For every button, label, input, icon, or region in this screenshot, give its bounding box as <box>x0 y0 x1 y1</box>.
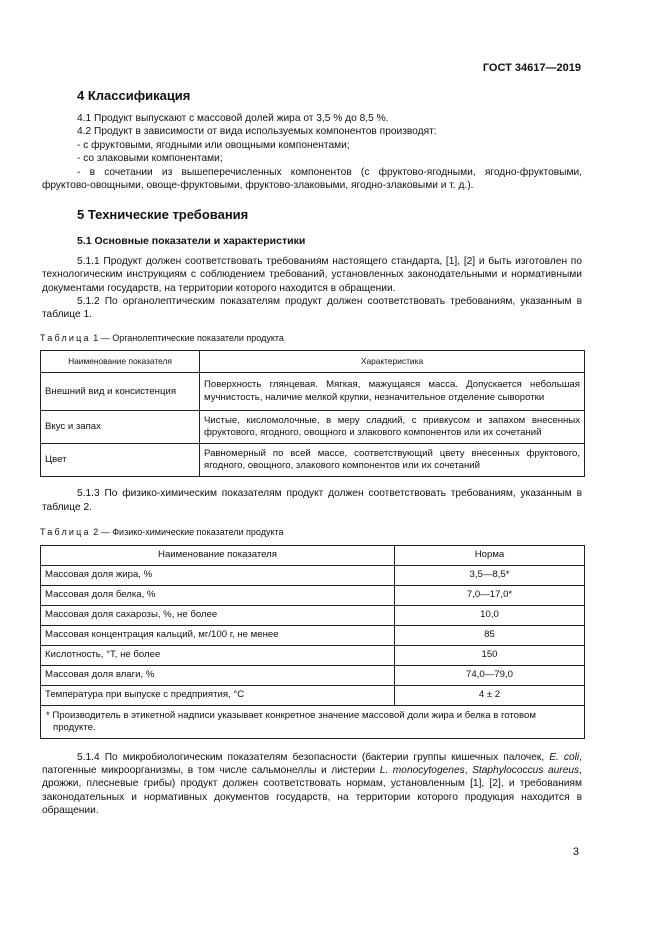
standard-number: ГОСТ 34617—2019 <box>482 62 581 74</box>
table-cell: 85 <box>395 625 585 645</box>
page-content <box>40 88 582 818</box>
subsection-5-1-title: 5.1 Основные показатели и характеристики <box>77 235 306 248</box>
para-5-1-1: 5.1.1 Продукт должен соответствовать требованиям настоящего стандарта, [1], [2] и быть изготовлен по технологическим инструкциям с соблюдением требований, установленных законодательными и нормативными документами государств, на территории которого находится в обращении. <box>42 255 582 294</box>
list-item: - в сочетании из вышеперечисленных компонентов (с фруктово-ягодными, ягодно-фруктовыми, фруктово-овощными, овоще-фруктовыми, фруктово-злаковыми, ягодно-злаковыми и т. д.). <box>42 166 582 192</box>
table-cell: Массовая доля белка, % <box>41 585 395 605</box>
table-row <box>41 665 585 685</box>
table-row <box>41 685 585 705</box>
text-run-italic: Staphylococcus aureus <box>472 764 580 776</box>
table-cell: Кислотность, °Т, не более <box>41 645 395 665</box>
table2-label: Таблица <box>40 527 91 538</box>
table1-caption-text: 1 — Органолептические показатели продукта <box>90 332 284 343</box>
table-cell: 150 <box>395 645 585 665</box>
page-number: 3 <box>572 846 579 858</box>
table-cell: Температура при выпуске с предприятия, °С <box>41 685 395 705</box>
table-row <box>41 444 585 477</box>
table-cell: Массовая концентрация кальций, мг/100 г, не менее <box>41 625 395 645</box>
table-header-cell: Наименование показателя <box>41 351 200 373</box>
organoleptic-table <box>40 350 585 477</box>
table-cell: 4 ± 2 <box>395 685 585 705</box>
physicochemical-table <box>40 545 585 739</box>
table-header-cell: Характеристика <box>200 351 585 373</box>
text-run: , <box>464 764 473 776</box>
text-run-italic: L. monocytogenes <box>379 764 465 776</box>
table-row <box>41 645 585 665</box>
table-cell: Чистые, кисломолочные, в меру сладкий, с привкусом и запахом внесенных фруктового, ягодного, овощного и злакового компонентов или их сочетаний <box>200 411 585 444</box>
text-run: 5.1.4 По микробиологическим показателям безопасности (бактерии группы кишечных палочек, <box>77 751 550 763</box>
table-cell: 3,5—8,5* <box>395 565 585 585</box>
table2-caption <box>40 526 582 539</box>
table-cell: Вкус и запах <box>41 411 200 444</box>
para-5-1-2: 5.1.2 По органолептическим показателям продукт должен соответствовать требованиям, указанным в таблице 1. <box>42 296 582 321</box>
table1-label: Таблица <box>40 332 91 343</box>
text-run-italic: E. coli <box>549 751 580 763</box>
table-row <box>41 411 585 444</box>
section-4-title: 4 Классификация <box>77 88 191 103</box>
text-run: , дрожжи, плесневые грибы) продукт должен соответствовать нормам, установленным [1], [2], и требованиям законодательных и нормативных документов государств, на территории которого продукция находится в обращении. <box>42 764 582 817</box>
table-cell: Массовая доля сахарозы, %, не более <box>41 605 395 625</box>
table-header-row <box>41 545 585 565</box>
table-cell: Равномерный по всей массе, соответствующий цвету внесенных фруктового, ягодного, овощного, злакового компонентов или их сочетаний <box>200 444 585 477</box>
para-5-1-4 <box>42 751 582 818</box>
table-cell: 74,0—79,0 <box>395 665 585 685</box>
para-4-1: 4.1 Продукт выпускают с массовой долей жира от 3,5 % до 8,5 %. <box>77 113 389 124</box>
table2-caption-text: 2 — Физико-химические показатели продукта <box>90 527 284 538</box>
table-cell: 10,0 <box>395 605 585 625</box>
table-row <box>41 565 585 585</box>
table-row <box>41 605 585 625</box>
table-row <box>41 585 585 605</box>
para-5-1-3: 5.1.3 По физико-химическим показателям продукт должен соответствовать требованиям, указанным в таблице 2. <box>42 488 582 513</box>
section-5-title: 5 Технические требования <box>77 207 249 223</box>
table-cell: Поверхность глянцевая. Мягкая, мажущаяся масса. Допускается небольшая мучнистость, наличие мелкой крупки, незначительное отделение сыворотки <box>200 373 585 411</box>
table-footnote: * Производитель в этикетной надписи указывает конкретное значение массовой доли жира и белка в готовом продукте. <box>41 705 585 738</box>
list-item: - с фруктовыми, ягодными или овощными компонентами; <box>77 139 350 151</box>
table1-caption <box>40 332 582 345</box>
table-row <box>41 373 585 411</box>
table-note-row <box>41 705 585 738</box>
table-header-cell: Норма <box>395 545 585 565</box>
table-cell: Массовая доля влаги, % <box>41 665 395 685</box>
table-row <box>41 625 585 645</box>
table-cell: Массовая доля жира, % <box>41 565 395 585</box>
table-cell: Внешний вид и консистенция <box>41 373 200 411</box>
table-cell: Цвет <box>41 444 200 477</box>
table-header-row <box>41 351 585 373</box>
para-4-2: 4.2 Продукт в зависимости от вида используемых компонентов производят: <box>77 126 437 138</box>
table-header-cell: Наименование показателя <box>41 545 395 565</box>
text-run: , патогенные микроорганизмы, в том числе сальмонеллы и листерии <box>42 751 582 776</box>
table-cell: 7,0—17,0* <box>395 585 585 605</box>
list-item: - со злаковыми компонентами; <box>77 153 223 165</box>
